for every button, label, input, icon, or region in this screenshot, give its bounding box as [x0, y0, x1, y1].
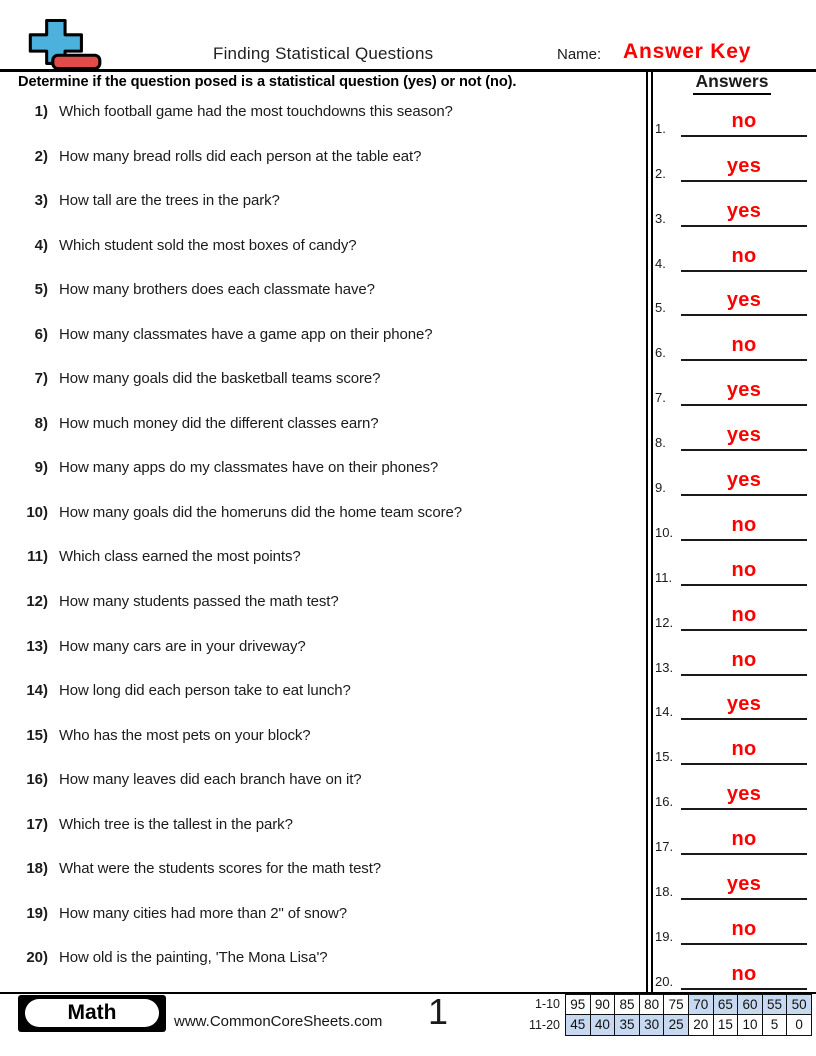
answer-row: [650, 679, 812, 724]
score-cell: 70: [688, 994, 714, 1015]
question-row: [18, 192, 643, 237]
answer-number: 13.: [655, 659, 674, 675]
question-number: 15): [26, 726, 48, 744]
answer-number: 11.: [655, 569, 673, 585]
answer-value: yes: [726, 154, 762, 177]
score-cell: 25: [663, 1014, 689, 1035]
subject-badge-label: Math: [25, 999, 159, 1027]
answer-value: yes: [726, 873, 762, 896]
question-number: 16): [26, 771, 48, 789]
answer-blank-line: [681, 101, 807, 137]
question-number: 11): [27, 548, 48, 566]
answer-number: 1.: [655, 120, 666, 136]
score-cell: 75: [663, 994, 689, 1015]
question-row: [18, 370, 643, 415]
answer-blank-line: [681, 280, 807, 316]
answer-blank-line: [681, 550, 807, 586]
question-number: 7): [34, 370, 48, 388]
answer-value: no: [731, 962, 757, 985]
answer-blank-line: [681, 146, 807, 182]
plus-minus-logo-icon: [16, 18, 108, 71]
question-number: 3): [34, 192, 48, 210]
answer-row: [650, 544, 812, 589]
question-number: 17): [26, 815, 48, 833]
answer-number: 12.: [655, 614, 674, 630]
question-row: [18, 148, 643, 193]
answer-value: yes: [726, 199, 762, 222]
answer-value: no: [731, 244, 757, 267]
question-number: 14): [26, 682, 48, 700]
answer-number: 10.: [655, 524, 674, 540]
question-row: [18, 816, 643, 861]
answer-value: no: [731, 648, 757, 671]
question-number: 13): [26, 637, 48, 655]
answer-blank-line: [681, 819, 807, 855]
answer-blank-line: [681, 729, 807, 765]
subject-badge: [18, 995, 166, 1032]
question-text: How many students passed the math test?: [59, 593, 339, 611]
answer-number: 14.: [655, 704, 674, 720]
score-cell: 90: [590, 994, 616, 1015]
question-number: 10): [26, 503, 48, 521]
answer-number: 3.: [655, 210, 666, 226]
question-text: How many bread rolls did each person at the table eat?: [59, 147, 422, 165]
answer-row: [650, 319, 812, 364]
score-cell: 10: [737, 1014, 763, 1035]
question-number: 1): [34, 103, 48, 120]
question-row: [18, 860, 643, 905]
answer-row: [650, 409, 812, 454]
answer-blank-line: [681, 370, 807, 406]
answer-row: [650, 903, 812, 948]
answer-number: 6.: [655, 345, 666, 361]
question-number: 6): [34, 325, 48, 343]
answer-value: yes: [726, 693, 762, 716]
score-cell: 95: [565, 994, 591, 1015]
question-text: How many brothers does each classmate have?: [59, 281, 375, 299]
question-number: 9): [34, 459, 48, 477]
question-row: [18, 415, 643, 460]
score-cell: 65: [713, 994, 739, 1015]
question-row: [18, 237, 643, 282]
page-number: 1: [428, 991, 449, 1032]
question-number: 5): [34, 281, 48, 299]
question-row: [18, 593, 643, 638]
score-row-1: [565, 994, 811, 1015]
question-text: How tall are the trees in the park?: [59, 192, 280, 210]
score-cell: 40: [590, 1014, 616, 1035]
answer-blank-line: [681, 325, 807, 361]
question-text: Which class earned the most points?: [59, 548, 301, 566]
score-range-label-2: 11-20: [528, 1018, 560, 1032]
answer-value: no: [731, 558, 757, 581]
answer-blank-line: [681, 640, 807, 676]
question-row: [18, 326, 643, 371]
question-row: [18, 103, 643, 148]
page-title: Finding Statistical Questions: [213, 44, 434, 63]
answer-number: 18.: [655, 884, 674, 900]
answer-number: 16.: [655, 794, 674, 810]
question-row: [18, 281, 643, 326]
question-text: How many leaves did each branch have on it?: [59, 771, 362, 789]
question-row: [18, 504, 643, 549]
answers-list: [650, 95, 812, 993]
answer-number: 2.: [655, 165, 666, 181]
answer-row: [650, 364, 812, 409]
answer-number: 7.: [655, 390, 666, 406]
answer-value: no: [731, 828, 757, 851]
question-text: How much money did the different classes earn?: [59, 414, 379, 432]
answer-blank-line: [681, 191, 807, 227]
question-number: 12): [26, 593, 48, 611]
question-number: 8): [34, 414, 48, 432]
answer-value: no: [731, 603, 757, 626]
question-number: 4): [34, 236, 48, 254]
question-row: [18, 459, 643, 504]
answer-value: yes: [726, 469, 762, 492]
answer-row: [650, 140, 812, 185]
answer-row: [650, 634, 812, 679]
score-cell: 20: [688, 1014, 714, 1035]
answer-number: 15.: [655, 749, 674, 765]
website-text: www.CommonCoreSheets.com: [174, 1013, 383, 1030]
score-cell: 15: [713, 1014, 739, 1035]
answer-blank-line: [681, 236, 807, 272]
score-cell: 5: [762, 1014, 788, 1035]
answer-row: [650, 454, 812, 499]
score-cell: 50: [786, 994, 812, 1015]
score-cell: 60: [737, 994, 763, 1015]
question-row: [18, 905, 643, 950]
answer-value: no: [731, 738, 757, 761]
answer-blank-line: [681, 460, 807, 496]
question-number: 19): [26, 904, 48, 922]
question-text: How many apps do my classmates have on their phones?: [59, 459, 439, 477]
score-cell: 30: [639, 1014, 665, 1035]
answer-blank-line: [681, 505, 807, 541]
score-row-2: [565, 1014, 811, 1035]
answer-row: [650, 275, 812, 320]
question-text: How many cities had more than 2" of snow?: [59, 904, 348, 922]
question-row: [18, 727, 643, 772]
answer-blank-line: [681, 415, 807, 451]
answer-row: [650, 948, 812, 993]
answer-value: no: [731, 109, 757, 132]
name-label: Name:: [557, 46, 602, 63]
answer-number: 20.: [655, 973, 674, 989]
question-text: What were the students scores for the math test?: [59, 860, 382, 878]
answer-value: no: [731, 513, 757, 536]
questions-list: [18, 103, 643, 994]
answer-row: [650, 768, 812, 813]
answer-value: no: [731, 917, 757, 940]
question-text: How old is the painting, 'The Mona Lisa'?: [59, 949, 328, 967]
question-text: Which football game had the most touchdowns this season?: [59, 103, 453, 120]
answer-number: 8.: [655, 435, 666, 451]
answer-number: 9.: [655, 480, 666, 496]
score-cell: 85: [614, 994, 640, 1015]
answer-number: 19.: [655, 928, 674, 944]
score-cell: 35: [614, 1014, 640, 1035]
question-text: How long did each person take to eat lunch?: [59, 682, 351, 700]
question-row: [18, 682, 643, 727]
answer-row: [650, 499, 812, 544]
answer-value: yes: [726, 424, 762, 447]
question-text: How many cars are in your driveway?: [59, 637, 306, 655]
question-row: [18, 949, 643, 994]
answer-blank-line: [681, 774, 807, 810]
answer-row: [650, 813, 812, 858]
instruction-text: Determine if the question posed is a statistical question (yes) or not (no).: [18, 74, 517, 90]
question-text: Which tree is the tallest in the park?: [59, 815, 293, 833]
answer-blank-line: [681, 954, 807, 990]
score-cell: 45: [565, 1014, 591, 1035]
answer-row: [650, 95, 812, 140]
question-text: How many goals did the basketball teams score?: [59, 370, 381, 388]
score-cell: 0: [786, 1014, 812, 1035]
answer-value: yes: [726, 783, 762, 806]
question-row: [18, 771, 643, 816]
question-number: 20): [26, 949, 48, 967]
question-number: 18): [26, 860, 48, 878]
question-row: [18, 638, 643, 683]
score-cell: 55: [762, 994, 788, 1015]
answer-row: [650, 185, 812, 230]
answer-blank-line: [681, 684, 807, 720]
answer-blank-line: [681, 909, 807, 945]
answer-row: [650, 230, 812, 275]
answers-heading: Answers: [650, 71, 814, 95]
answer-row: [650, 589, 812, 634]
question-text: How many goals did the homeruns did the home team score?: [59, 503, 462, 521]
question-text: Who has the most pets on your block?: [59, 726, 311, 744]
question-number: 2): [34, 147, 48, 165]
question-row: [18, 548, 643, 593]
answer-row: [650, 723, 812, 768]
question-text: Which student sold the most boxes of candy?: [59, 236, 357, 254]
answer-blank-line: [681, 595, 807, 631]
answer-value: yes: [726, 289, 762, 312]
answer-number: 4.: [655, 255, 666, 271]
grading-score-table: [565, 994, 811, 1036]
answer-value: yes: [726, 379, 762, 402]
answer-number: 5.: [655, 300, 666, 316]
answer-value: no: [731, 334, 757, 357]
score-cell: 80: [639, 994, 665, 1015]
name-value-answer-key: Answer Key: [623, 40, 752, 63]
answer-row: [650, 858, 812, 903]
score-range-label-1: 1-10: [534, 997, 560, 1011]
answer-blank-line: [681, 864, 807, 900]
question-text: How many classmates have a game app on their phone?: [59, 325, 433, 343]
answer-number: 17.: [655, 839, 674, 855]
